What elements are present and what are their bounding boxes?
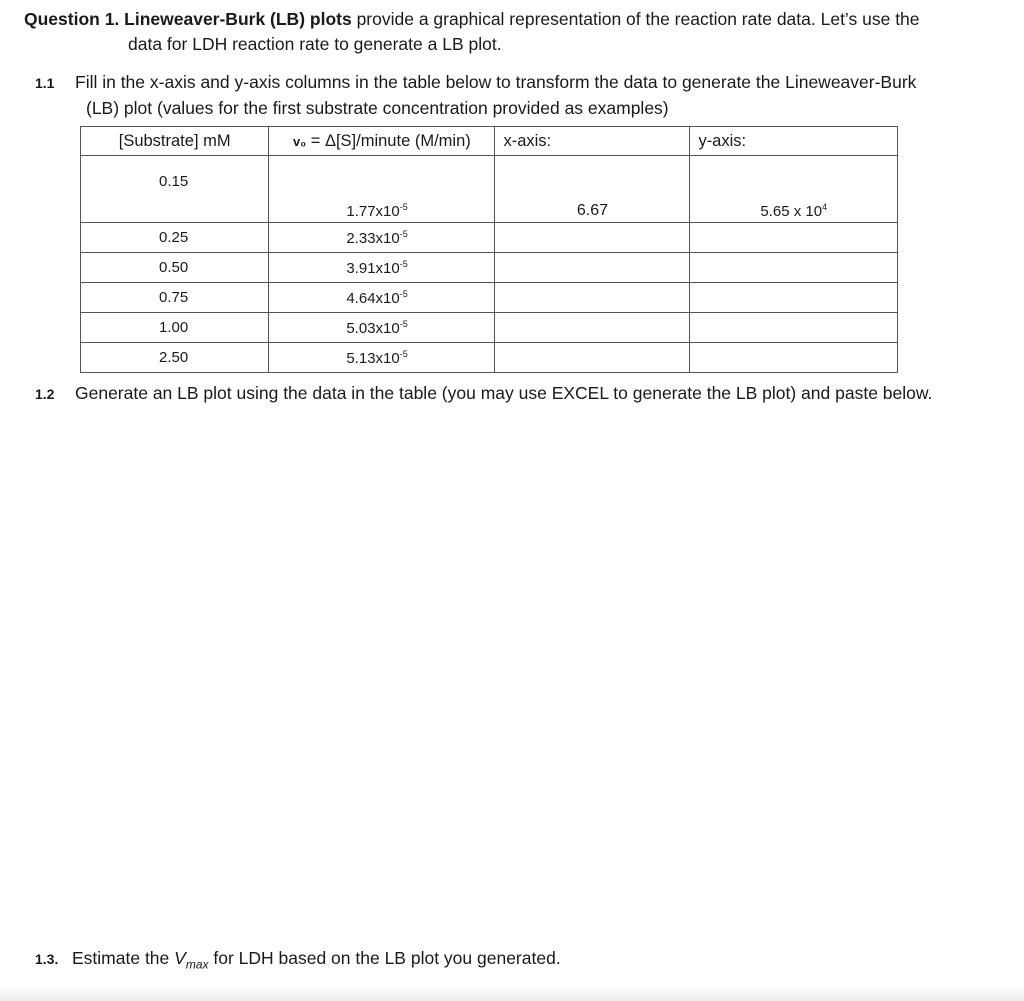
substrate-cell: 0.15 bbox=[81, 156, 269, 223]
part-1-3-text-before: Estimate the bbox=[72, 948, 175, 968]
x-axis-cell[interactable] bbox=[495, 253, 690, 283]
v0-cell bbox=[269, 253, 495, 283]
substrate-rate-table bbox=[80, 126, 898, 373]
vmax-symbol bbox=[174, 948, 209, 972]
v0-cell bbox=[269, 343, 495, 373]
y-axis-cell[interactable] bbox=[690, 343, 898, 373]
substrate-cell: 0.25 bbox=[81, 223, 269, 253]
v0-exponent: -5 bbox=[399, 202, 408, 212]
substrate-cell: 0.50 bbox=[81, 253, 269, 283]
y-exponent: 4 bbox=[822, 202, 828, 212]
question-text-line2: data for LDH reaction rate to generate a LB plot. bbox=[128, 34, 502, 54]
part-1-1-line1: Fill in the x-axis and y-axis columns in the table below to transform the data to generate the Lineweaver-Burk bbox=[75, 72, 917, 92]
substrate-cell: 2.50 bbox=[81, 343, 269, 373]
y-axis-cell[interactable] bbox=[690, 253, 898, 283]
v0-value: 4.64x10 bbox=[346, 289, 400, 307]
v0-value: 2.33x10 bbox=[346, 229, 400, 247]
header-v0 bbox=[269, 127, 495, 156]
page-bottom-edge bbox=[0, 985, 1024, 1001]
question-text-line1: provide a graphical representation of the reaction rate data. Let’s use the bbox=[351, 9, 920, 29]
v0-cell bbox=[269, 313, 495, 343]
table-row bbox=[81, 253, 898, 283]
header-y-axis: y-axis: bbox=[690, 127, 898, 156]
v0-value: 1.77x10 bbox=[346, 203, 400, 220]
part-1-2-number: 1.2 bbox=[35, 386, 55, 402]
v0-exponent: -5 bbox=[399, 348, 408, 359]
table-row bbox=[81, 283, 898, 313]
part-1-1-instructions bbox=[35, 70, 1015, 121]
header-x-axis: x-axis: bbox=[495, 127, 690, 156]
x-axis-cell[interactable]: 6.67 bbox=[495, 156, 690, 223]
v0-value: 3.91x10 bbox=[346, 259, 400, 277]
v0-value: 5.13x10 bbox=[346, 349, 400, 367]
table-row bbox=[81, 343, 898, 373]
x-axis-cell[interactable] bbox=[495, 223, 690, 253]
part-1-3-text-after: for LDH based on the LB plot you generated. bbox=[208, 948, 561, 968]
v0-cell bbox=[269, 223, 495, 253]
y-axis-cell[interactable] bbox=[690, 223, 898, 253]
table-row bbox=[81, 223, 898, 253]
x-axis-cell[interactable] bbox=[495, 343, 690, 373]
y-axis-cell[interactable] bbox=[690, 313, 898, 343]
table-row bbox=[81, 156, 898, 223]
part-1-2-text: Generate an LB plot using the data in the table (you may use EXCEL to generate the LB plot) and paste below. bbox=[75, 383, 933, 403]
header-v0-symbol: v₀ bbox=[293, 133, 307, 149]
x-axis-cell[interactable] bbox=[495, 283, 690, 313]
v0-exponent: -5 bbox=[399, 288, 408, 299]
header-substrate: [Substrate] mM bbox=[81, 127, 269, 156]
table-row bbox=[81, 313, 898, 343]
part-1-2-instructions bbox=[35, 381, 1015, 407]
part-1-1-number: 1.1 bbox=[35, 75, 55, 91]
vmax-v: V bbox=[174, 948, 186, 968]
part-1-3-instructions bbox=[35, 946, 935, 978]
y-axis-cell[interactable] bbox=[690, 156, 898, 223]
y-axis-cell[interactable] bbox=[690, 283, 898, 313]
v0-exponent: -5 bbox=[399, 318, 408, 329]
substrate-cell: 0.75 bbox=[81, 283, 269, 313]
part-1-3-number: 1.3. bbox=[35, 951, 59, 967]
table-header-row bbox=[81, 127, 898, 156]
v0-value: 5.03x10 bbox=[346, 319, 400, 337]
question-label: Question 1. Lineweaver-Burk (LB) plots bbox=[24, 9, 352, 29]
vmax-sub: max bbox=[185, 957, 209, 972]
v0-cell bbox=[269, 283, 495, 313]
v0-exponent: -5 bbox=[399, 228, 408, 239]
part-1-1-line2: (LB) plot (values for the first substrate concentration provided as examples) bbox=[86, 98, 669, 118]
question-1-heading bbox=[24, 7, 1009, 57]
v0-exponent: -5 bbox=[399, 258, 408, 269]
x-axis-cell[interactable] bbox=[495, 313, 690, 343]
y-value: 5.65 x 10 bbox=[760, 203, 823, 220]
v0-cell bbox=[269, 156, 495, 223]
header-v0-text: = Δ[S]/minute (M/min) bbox=[306, 131, 471, 150]
substrate-cell: 1.00 bbox=[81, 313, 269, 343]
